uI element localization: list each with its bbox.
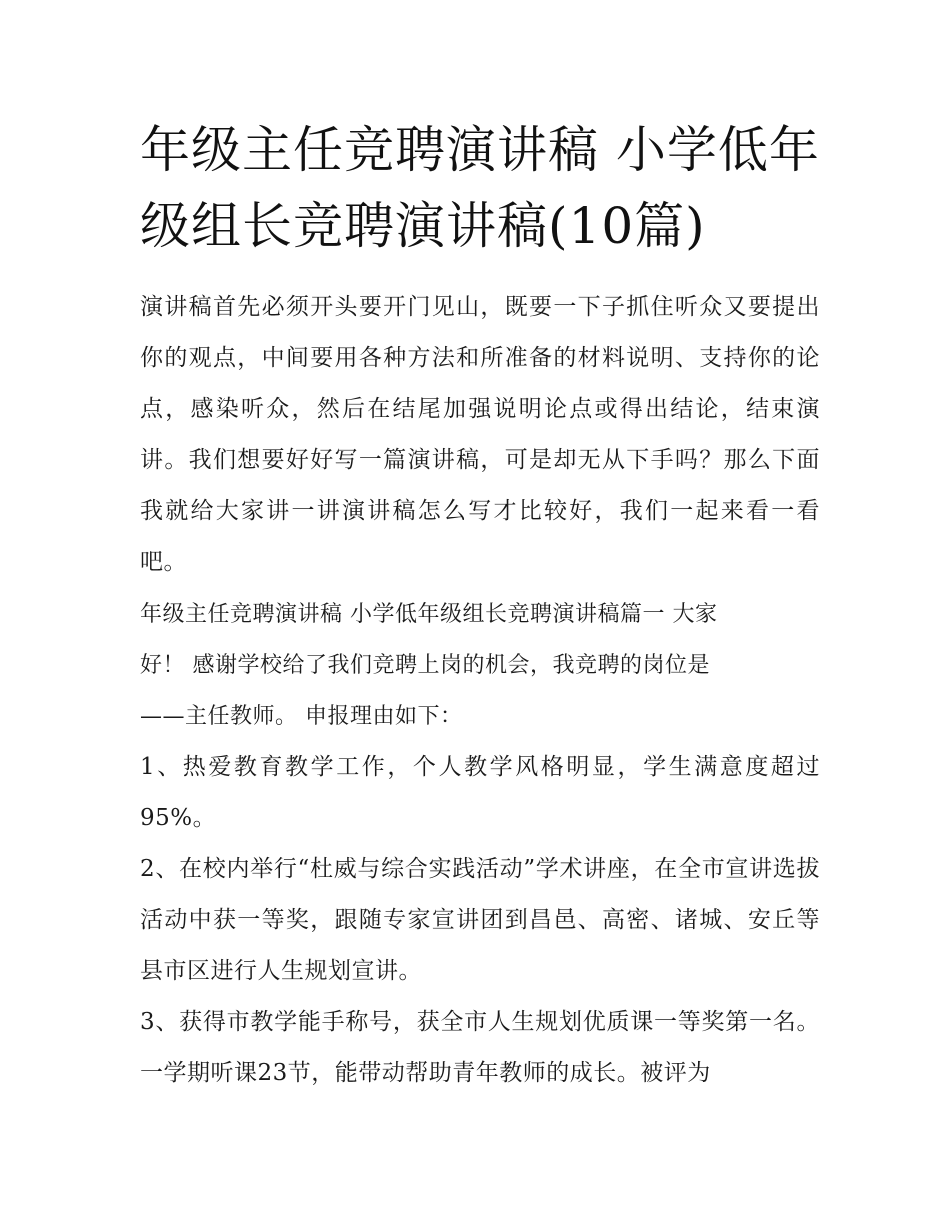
intro-paragraph: 演讲稿首先必须开头要开门见山，既要一下子抓住听众又要提出你的观点，中间要用各种方法和所准备的材料说明、支持你的论点，感染听众，然后在结尾加强说明论点或得出结论，结束演讲。我们想要好好写一篇演讲稿，可是却无从下手吗？那么下面我就给大家讲一讲演讲稿怎么写才比较好，我们一起来看一看吧。 <box>140 294 820 575</box>
section-line: 好！ 感谢学校给了我们竞聘上岗的机会，我竞聘的岗位是 <box>140 653 710 678</box>
document-title: 年级主任竞聘演讲稿 小学低年级组长竞聘演讲稿(10篇) <box>140 121 820 255</box>
list-item: 1、热爱教育教学工作，个人教学风格明显，学生满意度超过95%。 <box>140 754 820 831</box>
list-item: 3、获得市教学能手称号，获全市人生规划优质课一等奖第一名。一学期听课23节，能带动帮助青年教师的成长。被评为 <box>140 1009 820 1086</box>
list-item: 2、在校内举行“杜威与综合实践活动”学术讲座，在全市宣讲选拔活动中获一等奖，跟随专家宣讲团到昌邑、高密、诸城、安丘等县市区进行人生规划宣讲。 <box>140 856 820 984</box>
section-line: ——主任教师。 申报理由如下： <box>140 704 463 729</box>
document-page <box>140 112 820 1099</box>
section-line: 年级主任竞聘演讲稿 小学低年级组长竞聘演讲稿篇一 大家 <box>140 602 718 627</box>
